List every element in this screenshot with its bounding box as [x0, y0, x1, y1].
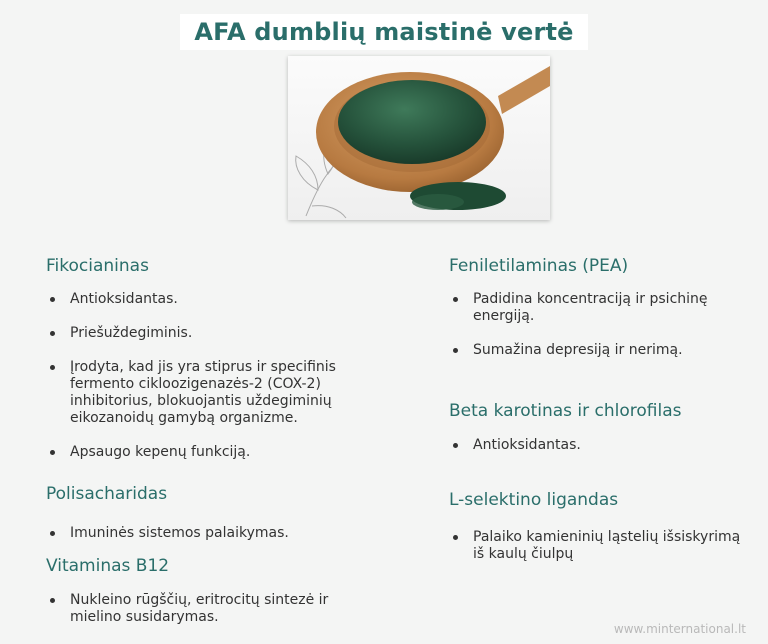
list-item: Įrodyta, kad jis yra stiprus ir specifinis fermento cikloozigenazės-2 (COX-2) inhibitorius, blokuojantis uždegiminių eikozanoidų gamybą organizme. — [46, 359, 356, 427]
section-heading-feniletilaminas: Feniletilaminas (PEA) — [449, 256, 629, 276]
list-item: Apsaugo kepenų funkciją. — [46, 444, 356, 461]
list-item: Priešuždegiminis. — [46, 325, 356, 342]
title-wrap — [0, 14, 768, 50]
beta-karotinas-list — [449, 437, 739, 454]
section-heading-fikocianinas: Fikocianinas — [46, 256, 149, 276]
list-item: Padidina koncentraciją ir psichinę energiją. — [449, 291, 739, 325]
l-selektino-list — [449, 529, 755, 563]
spoon-illustration — [288, 56, 550, 220]
list-item: Imuninės sistemos palaikymas. — [46, 525, 356, 542]
section-heading-l-selektino: L-selektino ligandas — [449, 490, 619, 510]
polisacharidas-list — [46, 525, 356, 542]
footer-url: www.minternational.lt — [613, 622, 746, 636]
spirulina-powder-spoon-image — [288, 56, 550, 220]
list-item: Sumažina depresiją ir nerimą. — [449, 342, 739, 359]
section-heading-beta-karotinas: Beta karotinas ir chlorofilas — [449, 401, 682, 421]
feniletilaminas-list — [449, 291, 739, 359]
list-item: Palaiko kamieninių ląstelių išsiskyrimą iš kaulų čiulpų — [449, 529, 755, 563]
vitaminas-b12-list — [46, 592, 346, 626]
fikocianinas-list — [46, 291, 356, 461]
list-item: Nukleino rūgščių, eritrocitų sintezė ir mielino susidarymas. — [46, 592, 346, 626]
section-heading-vitaminas-b12: Vitaminas B12 — [46, 556, 170, 576]
list-item: Antioksidantas. — [46, 291, 356, 308]
page-title: AFA dumblių maistinė vertė — [180, 14, 587, 50]
section-heading-polisacharidas: Polisacharidas — [46, 484, 168, 504]
list-item: Antioksidantas. — [449, 437, 739, 454]
